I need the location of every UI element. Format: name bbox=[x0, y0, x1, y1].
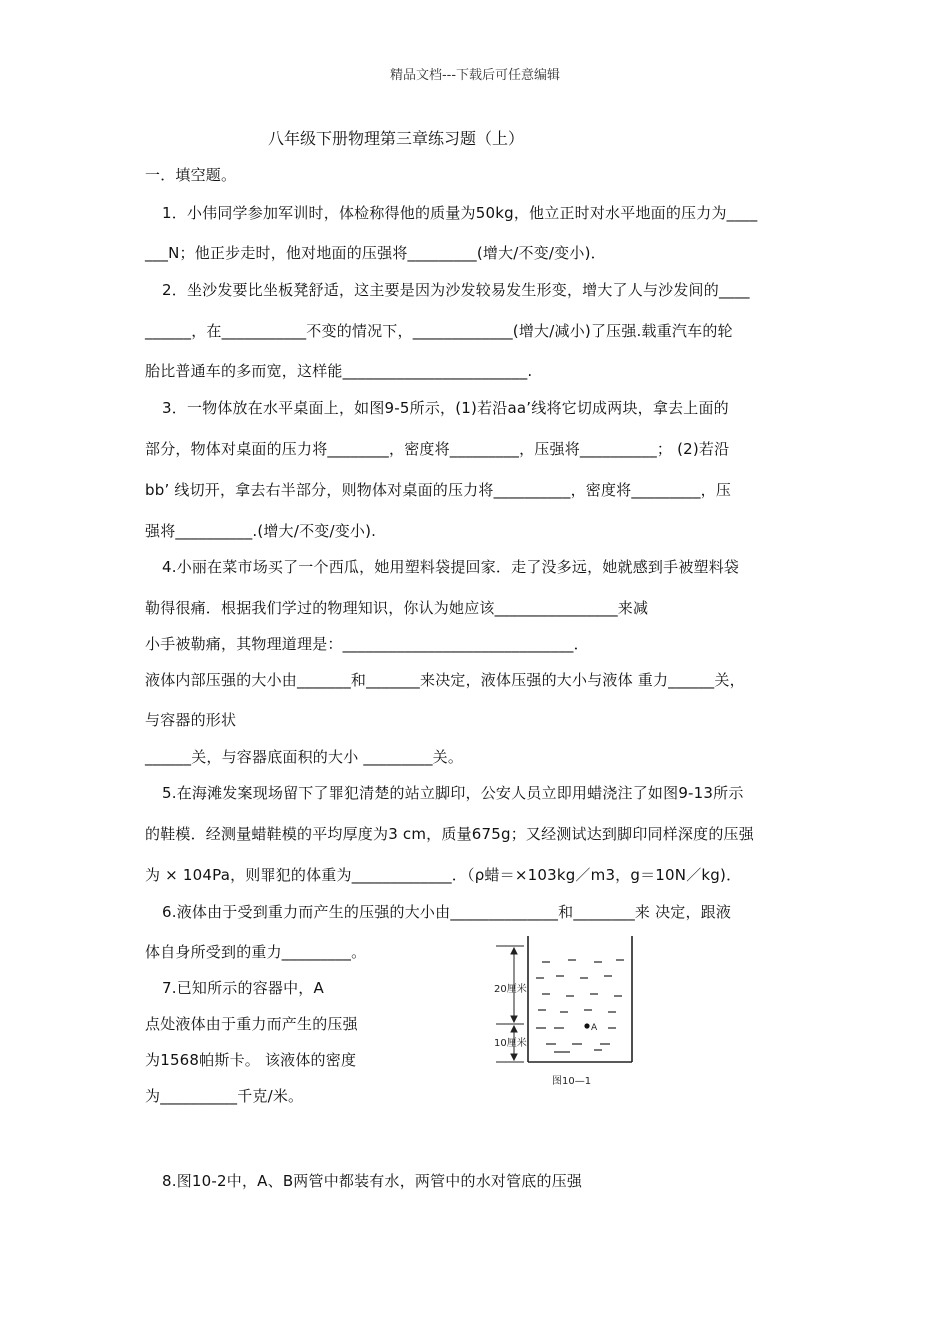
text-line: 勒得很痛．根据我们学过的物理知识，你认为她应该________________来减 bbox=[145, 599, 649, 617]
text-line: 3．一物体放在水平桌面上，如图9-5所示，(1)若沿aa’线将它切成两块，拿去上面的 bbox=[162, 399, 729, 417]
text-line: 5.在海滩发案现场留下了罪犯清楚的站立脚印，公安人员立即用蜡浇注了如图9-13所示 bbox=[162, 784, 744, 802]
page-title: 八年级下册物理第三章练习题（上） bbox=[268, 129, 525, 148]
text-line: 部分，物体对桌面的压力将________，密度将_________，压强将__________； (2)若沿 bbox=[145, 440, 730, 458]
text-line: ______关，与容器底面积的大小 _________关。 bbox=[145, 748, 464, 766]
text-line: 为 × 104Pa，则罪犯的体重为_____________．（ρ蜡＝×103kg／m3，g＝10N／kg)． bbox=[145, 866, 742, 884]
text-line: 8.图10-2中，A、B两管中都装有水，两管中的水对管底的压强 bbox=[162, 1172, 583, 1190]
figure-caption: 图10—1 bbox=[552, 1076, 592, 1087]
point-a-label: A bbox=[591, 1023, 598, 1033]
text-line: 强将__________.(增大/不变/变小). bbox=[145, 522, 377, 540]
text-line: 胎比普通车的多而宽，这样能________________________. bbox=[145, 362, 533, 380]
dimension-label-bottom: 10厘米 bbox=[494, 1038, 527, 1049]
text-line: 点处液体由于重力而产生的压强 bbox=[145, 1015, 358, 1033]
text-line: ______，在___________不变的情况下，_____________(增大/减小)了压强.载重汽车的轮 bbox=[145, 322, 733, 340]
text-line: 与容器的形状 bbox=[145, 711, 237, 729]
text-line: 2．坐沙发要比坐板凳舒适，这主要是因为沙发较易发生形变，增大了人与沙发间的____ bbox=[162, 281, 750, 299]
text-line: 4.小丽在菜市场买了一个西瓜，她用塑料袋提回家．走了没多远，她就感到手被塑料袋 bbox=[162, 558, 740, 576]
text-line: 1．小伟同学参加军训时，体检称得他的质量为50kg，他立正时对水平地面的压力为____ bbox=[162, 204, 758, 222]
text-line: 体自身所受到的重力_________。 bbox=[145, 943, 367, 961]
section-heading: 一．填空题。 bbox=[145, 166, 237, 184]
text-line: 液体内部压强的大小由_______和_______来决定，液体压强的大小与液体 重力______关， bbox=[145, 671, 745, 689]
text-line: 7.已知所示的容器中，A bbox=[162, 979, 324, 997]
text-line: 小手被勒痛，其物理道理是：______________________________． bbox=[145, 635, 589, 653]
liquid-dashes bbox=[536, 960, 624, 1052]
text-line: 为1568帕斯卡。 该液体的密度 bbox=[145, 1051, 357, 1069]
dimension-label-top: 20厘米 bbox=[494, 984, 527, 995]
text-line: 的鞋模．经测量蜡鞋模的平均厚度为3 cm，质量675g；又经测试达到脚印同样深度的压强 bbox=[145, 825, 754, 843]
text-line: 6.液体由于受到重力而产生的压强的大小由______________和________来 决定，跟液 bbox=[162, 903, 732, 921]
text-line: 为__________千克/米。 bbox=[145, 1087, 304, 1105]
container-figure bbox=[490, 932, 640, 1092]
container-walls bbox=[528, 936, 632, 1062]
page-header: 精品文档---下载后可任意编辑 bbox=[389, 68, 561, 83]
text-line: bb’ 线切开，拿去右半部分，则物体对桌面的压力将__________，密度将_________，压 bbox=[145, 481, 732, 499]
point-a-marker bbox=[584, 1023, 589, 1028]
text-line: ___N；他正步走时，他对地面的压强将_________(增大/不变/变小)． bbox=[145, 244, 606, 262]
